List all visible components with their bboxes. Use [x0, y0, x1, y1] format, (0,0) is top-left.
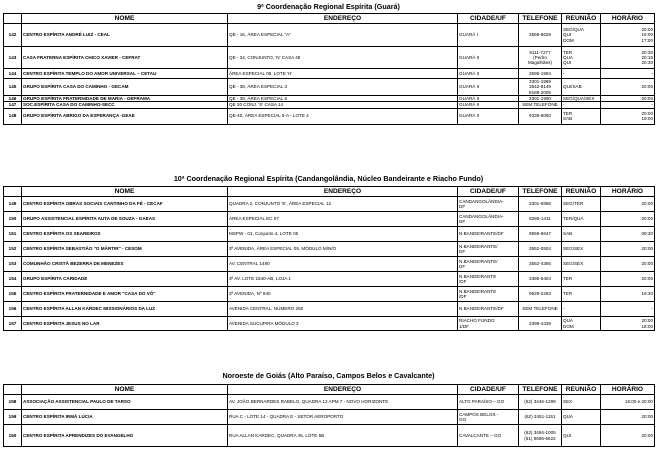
cell-horario-line: 20:00 [641, 246, 653, 252]
cell-telefone [519, 302, 562, 317]
cell-cidade-line: /DF [459, 279, 467, 284]
cell-reuniao-line: - [563, 70, 565, 76]
cell-num: 153 [4, 257, 22, 272]
cell-horario-line: - [651, 70, 653, 76]
cell-reuniao [562, 317, 601, 331]
cell-telefone-line: 9929-2283 [529, 291, 551, 297]
cell-telefone [519, 287, 562, 302]
cell-reuniao [562, 212, 601, 227]
cell-horario [601, 395, 655, 410]
cell-nome: CENTRO ESPÍRITA ANDRÉ LUIZ - CEAL [22, 24, 228, 47]
cell-reuniao-line: QUI [563, 60, 572, 66]
cell-reuniao-line: SEG/QUA/SEX [563, 96, 595, 101]
cell-horario-line: 20:00 [641, 201, 653, 207]
cell-telefone [519, 425, 562, 447]
cell-reuniao-line: - [563, 102, 565, 108]
cell-reuniao-line: SEG/SEX [563, 246, 584, 252]
cell-telefone-line: (61) 9696-6622 [524, 435, 556, 441]
directory-table [3, 13, 655, 125]
cell-cidade-line: CAVALCANTE – GO [459, 432, 502, 438]
cell-reuniao-line: DOM [563, 37, 574, 43]
cell-telefone [519, 79, 562, 96]
header-telefone: TELEFONE [519, 385, 562, 395]
cell-telefone-line: 8286-1411 [529, 216, 551, 222]
cell-cidade-line: 1/DF [459, 323, 469, 329]
table-row [4, 108, 655, 124]
cell-cidade-line: DF [459, 204, 466, 209]
cell-horario [601, 317, 655, 331]
cell-telefone-line: 8188-2005 [529, 89, 551, 95]
cell-reuniao-line: SEG/QUA [563, 27, 584, 33]
cell-cidade-line: N.BANDEIRANTE [459, 288, 497, 294]
cell-endereco: QUADRA 2, CONJUNTO 'E', ÁREA ESPECIAL 12 [228, 197, 458, 212]
cell-reuniao-line: QUA [563, 318, 573, 324]
header-reuniao: REUNIÃO [562, 187, 601, 197]
cell-reuniao-line: TER [563, 276, 573, 282]
cell-num: 155 [4, 287, 22, 302]
cell-cidade [458, 197, 519, 212]
cell-horario-line: - [651, 102, 653, 108]
header-nome: NOME [22, 385, 228, 395]
cell-horario-line: 20:30 [641, 60, 653, 66]
cell-cidade-line: N.BANDEIRANTE [459, 273, 497, 279]
cell-horario [601, 425, 655, 447]
cell-endereco: AVENIDA SUCUPIRA MÓDULO 3 [228, 317, 458, 331]
cell-num: 152 [4, 242, 22, 257]
table-row [4, 69, 655, 79]
cell-telefone-line: 9559-8647 [529, 231, 551, 237]
cell-horario [601, 79, 655, 96]
cell-horario-line: 19:30 [641, 291, 653, 297]
cell-cidade-line: N.BANDEIRANTE/ [459, 258, 498, 264]
cell-endereco: ÁREA ESPECIAL EC 07 [228, 212, 458, 227]
cell-reuniao-line: QUI [563, 432, 572, 438]
cell-horario [601, 257, 655, 272]
header-horario: HORÁRIO [601, 14, 655, 24]
cell-nome: CENTRO ESPÍRITA ALLAN KARDEC MISSIONÁRIOS DA LUZ [22, 302, 228, 317]
cell-horario-line: 20:00 [641, 276, 653, 282]
table-header-row [4, 187, 655, 197]
cell-num: 151 [4, 227, 22, 242]
cell-cidade-line: GUARÁ II [459, 113, 480, 119]
cell-telefone [519, 69, 562, 79]
cell-cidade-line: DF [459, 264, 466, 269]
cell-nome: CENTRO ESPÍRITA IRMÃ LÚCIA [22, 410, 228, 425]
table-row [4, 410, 655, 425]
cell-telefone-line: (62) 3451-1151 [524, 414, 556, 420]
cell-telefone [519, 272, 562, 287]
cell-cidade [458, 79, 519, 96]
cell-nome: SOC.ESPÍRITA CASA DO CAMINHO-SECC [22, 102, 228, 108]
cell-reuniao-line: QUI/SAB [563, 84, 582, 90]
cell-telefone-line: 3595-1994 [529, 70, 551, 76]
cell-cidade-line: GUARÁ II [459, 70, 480, 76]
cell-telefone [519, 227, 562, 242]
header-nome: NOME [22, 14, 228, 24]
cell-telefone [519, 317, 562, 331]
cell-horario-line: 20:00 [641, 261, 653, 267]
cell-horario-line: 18:00 [641, 323, 653, 329]
cell-horario-line: 20:00 [641, 216, 653, 222]
cell-horario-line: 17:00 [641, 37, 653, 43]
cell-endereco: MSPW - 01, Conjunto 4, LOTE 05 [228, 227, 458, 242]
cell-endereco: 2ª AVENIDA, Nº 840 [228, 287, 458, 302]
cell-telefone-line: 3568-8629 [529, 32, 551, 38]
cell-cidade-line: RIACHO FUNDO [459, 318, 495, 324]
cell-num: 145 [4, 79, 22, 96]
cell-horario-line: 20:00 [641, 27, 653, 33]
cell-horario-line: 16:00 [641, 32, 653, 38]
cell-reuniao [562, 197, 601, 212]
cell-telefone-line: (62) 3494-1005 [524, 430, 556, 436]
cell-nome: GRUPO ASSISTENCIAL ESPÍRITA AUTA DE SOUZA - GAEAS [22, 212, 228, 227]
cell-cidade-line: GUARÁ II [459, 54, 480, 60]
cell-cidade [458, 410, 519, 425]
cell-cidade-line: N.BANDEIRANTE/DF [459, 231, 504, 237]
cell-telefone [519, 395, 562, 410]
cell-cidade [458, 302, 519, 317]
cell-cidade [458, 24, 519, 47]
header-horario: HORÁRIO [601, 187, 655, 197]
cell-endereco: QE - 34, CONJUNTO, 'N' CASA 48 [228, 47, 458, 69]
cell-reuniao [562, 302, 601, 317]
cell-num: 150 [4, 212, 22, 227]
cell-cidade [458, 227, 519, 242]
cell-reuniao [562, 24, 601, 47]
cell-endereco: RUA ALLAN KARDEC, QUADRA 45, LOTE 5B [228, 425, 458, 447]
cell-horario-line: 20:00 [641, 110, 653, 116]
cell-horario-line: 20:30 [641, 49, 653, 55]
cell-reuniao [562, 287, 601, 302]
cell-horario-line: 19:00 [641, 116, 653, 122]
cell-telefone-line: 3399-4439 [529, 320, 551, 326]
cell-num: 156 [4, 302, 22, 317]
cell-nome: GRUPO ESPÍRITA FRATERNIDADE DE MARIA - GEFRAMA [22, 96, 228, 102]
cell-num: 148 [4, 108, 22, 124]
cell-telefone [519, 108, 562, 124]
cell-reuniao [562, 272, 601, 287]
cell-reuniao-line: TER [563, 291, 573, 297]
header-number [4, 187, 22, 197]
cell-endereco: AVENIDA CENTRAL, NÚMERO 250 [228, 302, 458, 317]
cell-telefone-line: 3386-5404 [529, 276, 551, 282]
header-endereco: ENDEREÇO [228, 385, 458, 395]
table-row [4, 242, 655, 257]
cell-horario-line: 20:00 [641, 414, 653, 420]
cell-cidade-line: GUARÁ II [459, 102, 480, 108]
cell-telefone [519, 410, 562, 425]
cell-endereco: 3ª AV. LOTE 1540-AB, LOJA 1 [228, 272, 458, 287]
cell-cidade [458, 287, 519, 302]
cell-reuniao-line: DOM [563, 323, 574, 329]
cell-endereco: QE - 38, ÁREA ESPECIAL 3 [228, 79, 458, 96]
cell-telefone [519, 257, 562, 272]
cell-telefone-line: 3301-6898 [529, 201, 551, 207]
cell-horario-line: 09:30 [641, 231, 653, 237]
table-header-row [4, 14, 655, 24]
cell-reuniao-line: SAB [563, 231, 573, 237]
cell-endereco: AV. JOÃO BERNARDES RABELO, QUADRA 12 APM 7 - NOVO HORIZONTE [228, 395, 458, 410]
cell-reuniao-line: QUA [563, 414, 573, 420]
header-cidade: CIDADE/UF [458, 187, 519, 197]
header-number [4, 14, 22, 24]
table-row [4, 197, 655, 212]
table-row [4, 257, 655, 272]
cell-reuniao-line: SEG/SEX [563, 261, 584, 267]
cell-cidade-line: DF [459, 249, 466, 254]
cell-telefone [519, 24, 562, 47]
cell-cidade [458, 272, 519, 287]
cell-reuniao [562, 257, 601, 272]
cell-reuniao [562, 425, 601, 447]
cell-reuniao-line: QUI [563, 32, 572, 38]
cell-cidade-line: N.BANDEIRANTE/DF [459, 306, 504, 312]
cell-cidade [458, 425, 519, 447]
cell-reuniao [562, 47, 601, 69]
directory-table [3, 384, 655, 447]
cell-reuniao-line: - [563, 306, 565, 312]
cell-horario [601, 242, 655, 257]
cell-reuniao-line: TER [563, 49, 573, 55]
cell-telefone [519, 242, 562, 257]
cell-horario [601, 272, 655, 287]
header-endereco: ENDEREÇO [228, 187, 458, 197]
cell-cidade-line: DF [459, 219, 466, 224]
cell-reuniao-line: SAB [563, 116, 573, 122]
cell-cidade [458, 212, 519, 227]
cell-horario [601, 24, 655, 47]
cell-horario [601, 227, 655, 242]
cell-telefone-line: (Pedro [533, 54, 547, 60]
cell-telefone [519, 197, 562, 212]
cell-nome: CENTRO ESPÍRITA FRATERNIDADE E AMOR "CASA DO VÔ" [22, 287, 228, 302]
cell-num: 158 [4, 395, 22, 410]
cell-horario-line: 20:00 [641, 96, 653, 101]
cell-nome: CENTRO ESPÍRITA OS SEAREIROS [22, 227, 228, 242]
cell-telefone-line: Magalhães) [527, 60, 552, 66]
cell-telefone [519, 212, 562, 227]
cell-endereco: QE-40, ÁREA ESPECIAL 6-A - LOTE 4 [228, 108, 458, 124]
table-row [4, 79, 655, 96]
section-2 [0, 172, 657, 331]
cell-num: 160 [4, 425, 22, 447]
cell-nome: COMUNHÃO CRISTÃ BEZERRA DE MENEZES [22, 257, 228, 272]
cell-cidade [458, 317, 519, 331]
cell-telefone-line: SEM TELEFONE [522, 306, 558, 312]
cell-endereco: QE - 16, ÁREA ESPECIAL "A" [228, 24, 458, 47]
cell-telefone [519, 102, 562, 108]
cell-cidade [458, 108, 519, 124]
cell-reuniao [562, 395, 601, 410]
cell-horario [601, 69, 655, 79]
cell-reuniao [562, 242, 601, 257]
cell-cidade [458, 257, 519, 272]
cell-telefone [519, 47, 562, 69]
cell-cidade [458, 242, 519, 257]
cell-cidade-line: CAMPOS BELOS - [459, 411, 499, 417]
cell-telefone-line: 9339-6060 [529, 113, 551, 119]
cell-horario-line: 20:00 [641, 84, 653, 90]
cell-horario [601, 108, 655, 124]
cell-num: 146 [4, 96, 22, 102]
cell-cidade [458, 69, 519, 79]
cell-horario [601, 47, 655, 69]
cell-num: 159 [4, 410, 22, 425]
table-row [4, 212, 655, 227]
cell-reuniao [562, 410, 601, 425]
cell-nome: CENTRO ESPÍRITA TEMPLO DO AMOR UNIVERSAL – CETAU [22, 69, 228, 79]
cell-reuniao-line: TER [563, 110, 573, 116]
cell-endereco: QE 20 CONJ. 'S' CASA 14 [228, 102, 458, 108]
cell-cidade-line: N.BANDEIRANTE/ [459, 243, 498, 249]
cell-telefone-line: 3552-0504 [529, 246, 551, 252]
cell-nome: GRUPO ESPÍRITA CARIDADE [22, 272, 228, 287]
header-telefone: TELEFONE [519, 14, 562, 24]
cell-nome: CENTRO ESPÍRITA OBRAS SOCIAIS CANTINHO DA FÉ - CECAF [22, 197, 228, 212]
section-3 [0, 367, 657, 447]
cell-endereco: RUA C - LOTE 14 - QUADRA E - SETOR AEROPORTO [228, 410, 458, 425]
cell-horario [601, 302, 655, 317]
cell-horario [601, 287, 655, 302]
cell-reuniao-line: TER/QUA [563, 216, 584, 222]
table-row [4, 425, 655, 447]
cell-endereco: AV. CENTRAL 1490 [228, 257, 458, 272]
cell-endereco: 3ª AVENIDA, ÁREA ESPECIAL 05, MÓDULO M/N/O [228, 242, 458, 257]
cell-telefone-line: 8111-7277 [529, 49, 551, 55]
cell-reuniao [562, 69, 601, 79]
table-row [4, 47, 655, 69]
cell-reuniao-line: SEX [563, 399, 573, 405]
header-cidade: CIDADE/UF [458, 14, 519, 24]
cell-num: 147 [4, 102, 22, 108]
table-row [4, 287, 655, 302]
cell-horario-line: 16:00 e 20:00 [624, 399, 653, 405]
table-row [4, 272, 655, 287]
cell-cidade-line: GUARÁ I [459, 32, 478, 38]
header-endereco: ENDEREÇO [228, 14, 458, 24]
cell-reuniao-line: SEG/TER [563, 201, 584, 207]
cell-horario-line: 20:00 [641, 432, 653, 438]
section-1 [0, 1, 657, 125]
cell-num: 142 [4, 24, 22, 47]
cell-cidade-line: GUARÁ II [459, 84, 480, 90]
cell-num: 149 [4, 197, 22, 212]
header-horario: HORÁRIO [601, 385, 655, 395]
cell-endereco: ÁREA ESPECIAL 08, LOTE 'H' [228, 69, 458, 79]
cell-telefone-line: 3542-8149 [529, 84, 551, 90]
cell-cidade [458, 47, 519, 69]
cell-reuniao-line: QUA [563, 54, 573, 60]
table-row [4, 395, 655, 410]
cell-cidade-line: /DF [459, 294, 467, 299]
section-title: 10ª Coordenação Regional Espírita (Candangolândia, Núcleo Bandeirante e Riacho Fundo) [173, 174, 484, 183]
cell-nome: CENTRO ESPÍRITA JESUS NO LAR [22, 317, 228, 331]
cell-horario [601, 212, 655, 227]
cell-telefone-line: (62) 3446-1299 [524, 399, 556, 405]
cell-cidade-line: CANDANGOLÂNDIA- [459, 213, 504, 219]
cell-num: 143 [4, 47, 22, 69]
cell-telefone-line: 3552-4385 [529, 261, 551, 267]
cell-nome: CASA FRATERNA ESPÍRITA CHICO XAVIER - CEFRAT [22, 47, 228, 69]
cell-reuniao [562, 227, 601, 242]
cell-nome: GRUPO ESPÍRITA CASA DO CAMINHO - GECAM [22, 79, 228, 96]
cell-reuniao [562, 108, 601, 124]
cell-nome: CENTRO ESPÍRITA APRENDIZES DO EVANGELHO [22, 425, 228, 447]
cell-horario-line: - [651, 306, 653, 312]
header-reuniao: REUNIÃO [562, 14, 601, 24]
cell-endereco: QE - 38, ÁREA ESPECIAL 5 [228, 96, 458, 102]
cell-cidade-line: GUARÁ II [459, 96, 480, 101]
directory-table [3, 186, 655, 331]
header-cidade: CIDADE/UF [458, 385, 519, 395]
cell-telefone-line: 3301-1989 [529, 79, 551, 85]
cell-nome: ASSOCIAÇÃO ASSISTENCIAL PAULO DE TARSO [22, 395, 228, 410]
header-reuniao: REUNIÃO [562, 385, 601, 395]
cell-num: 144 [4, 69, 22, 79]
header-telefone: TELEFONE [519, 187, 562, 197]
header-nome: NOME [22, 187, 228, 197]
cell-horario-line: 20:15 [641, 54, 653, 60]
cell-cidade-line: ALTO PARAÍSO – GO [459, 399, 505, 405]
section-title: Noroeste de Goiás (Alto Paraíso, Campos Belos e Cavalcante) [222, 371, 435, 380]
cell-horario [601, 197, 655, 212]
cell-telefone-line: SEM TELEFONE [522, 102, 558, 108]
cell-cidade [458, 395, 519, 410]
section-title: 9ª Coordenação Regional Espírita (Guará) [257, 2, 400, 11]
cell-cidade-line: GO [459, 417, 467, 422]
table-row [4, 302, 655, 317]
table-row [4, 24, 655, 47]
cell-nome: GRUPO ESPÍRITA ABRIGO DA ESPERANÇA -GEAE [22, 108, 228, 124]
table-row [4, 227, 655, 242]
cell-num: 154 [4, 272, 22, 287]
header-number [4, 385, 22, 395]
cell-cidade-line: CANDANGOLÂNDIA- [459, 198, 504, 204]
cell-horario-line: 20:00 [641, 318, 653, 324]
cell-nome: CENTRO ESPÍRITA SEBASTIÃO "O MÁRTIR" - CESOM [22, 242, 228, 257]
table-row [4, 317, 655, 331]
table-header-row [4, 385, 655, 395]
cell-reuniao [562, 79, 601, 96]
cell-horario [601, 410, 655, 425]
cell-num: 157 [4, 317, 22, 331]
cell-telefone-line: 3301-1990 [529, 96, 551, 101]
